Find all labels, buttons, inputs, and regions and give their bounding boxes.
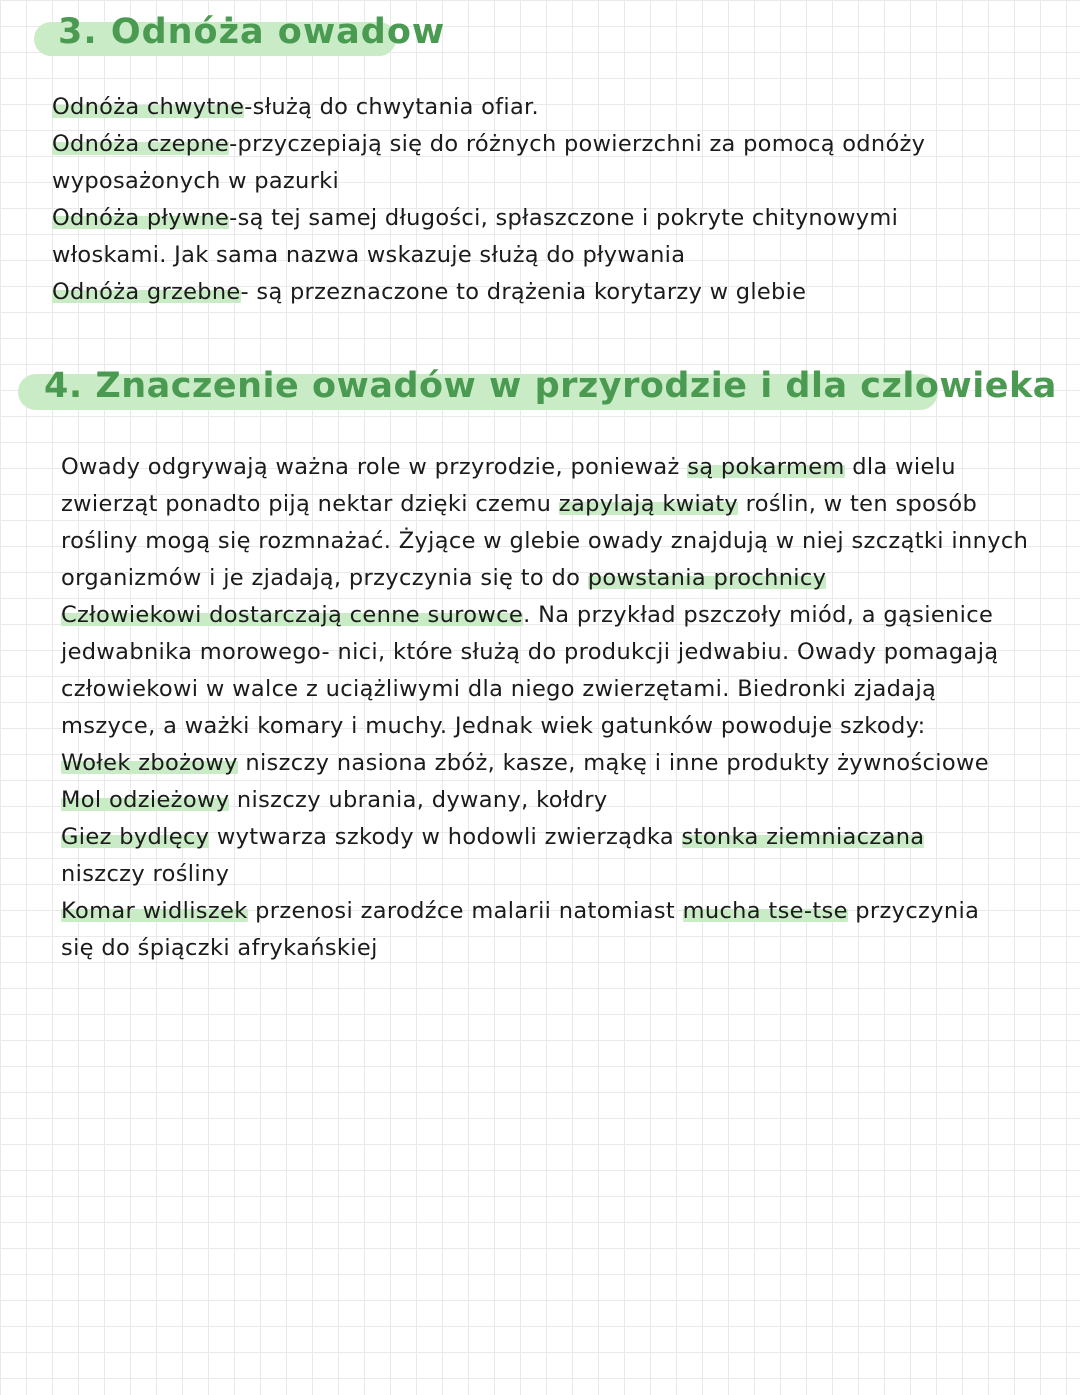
highlighted-term: Wołek zbożowy (61, 750, 238, 776)
line-text: wytwarza szkody w hodowli zwierządka (209, 824, 682, 850)
text-line (61, 449, 1028, 486)
text-line (61, 745, 1028, 782)
line-text: jedwabnika morowego- nici, które służą do produkcji jedwabiu. Owady pomagają (61, 639, 999, 665)
line-text: - są przeznaczone to drążenia korytarzy w glebie (240, 279, 807, 305)
text-line (61, 782, 1028, 819)
line-text: niszczy rośliny (61, 861, 230, 887)
highlighted-term: Odnóża pływne (52, 205, 230, 231)
line-text: się do śpiączki afrykańskiej (61, 935, 378, 961)
line-text: roślin, w ten sposób (738, 491, 978, 517)
text-line (61, 708, 1028, 745)
text-line (61, 856, 1028, 893)
text-line (52, 163, 925, 200)
line-text: niszczy nasiona zbóż, kasze, mąkę i inne produkty żywnościowe (237, 750, 989, 776)
line-text: przenosi zarodźce malarii natomiast (247, 898, 683, 924)
text-line (61, 930, 1028, 967)
text-line (61, 523, 1028, 560)
section-legs-body (52, 89, 925, 311)
line-text: niszczy ubrania, dywany, kołdry (229, 787, 608, 813)
line-text: -przyczepiają się do różnych powierzchni za pomocą odnóży (229, 131, 926, 157)
line-text: -są tej samej długości, spłaszczone i pokryte chitynowymi (229, 205, 899, 231)
text-line (61, 486, 1028, 523)
text-line (61, 597, 1028, 634)
line-text: Owady odgrywają ważna role w przyrodzie, ponieważ (61, 454, 688, 480)
text-line (61, 634, 1028, 671)
highlighted-term: Odnóża grzebne (52, 279, 241, 305)
text-line (61, 819, 1028, 856)
line-text: zwierząt ponadto piją nektar dzięki czemu (61, 491, 559, 517)
highlighted-term: Odnóża czepne (52, 131, 230, 157)
text-line (61, 893, 1028, 930)
highlighted-term: zapylają kwiaty (558, 491, 739, 517)
line-text: organizmów i je zjadają, przyczynia się to do (61, 565, 588, 591)
text-line (52, 237, 925, 274)
section-title-importance: 4. Znaczenie owadów w przyrodzie i dla czlowieka (44, 366, 1057, 406)
text-line (52, 89, 925, 126)
line-text: dla wielu (844, 454, 956, 480)
text-line (61, 560, 1028, 597)
highlighted-term: Odnóża chwytne (52, 94, 245, 120)
highlighted-term: stonka ziemniaczana (681, 824, 925, 850)
line-text: człowiekowi w walce z uciążliwymi dla niego zwierzętami. Biedronki zjadają (61, 676, 937, 702)
line-text: mszyce, a ważki komary i muchy. Jednak wiek gatunków powoduje szkody: (61, 713, 926, 739)
line-text: przyczynia (847, 898, 980, 924)
line-text: wyposażonych w pazurki (52, 168, 340, 194)
line-text: włoskami. Jak sama nazwa wskazuje służą do pływania (52, 242, 686, 268)
highlighted-term: Mol odzieżowy (61, 787, 230, 813)
highlighted-term: Komar widliszek (61, 898, 248, 924)
highlighted-term: mucha tse-tse (682, 898, 848, 924)
line-text: -służą do chwytania ofiar. (244, 94, 539, 120)
highlighted-term: Giez bydlęcy (61, 824, 210, 850)
text-line (52, 200, 925, 237)
highlighted-term: są pokarmem (687, 454, 845, 480)
highlighted-term: Człowiekowi dostarczają cenne surowce (61, 602, 524, 628)
text-line (52, 126, 925, 163)
line-text: . Na przykład pszczoły miód, a gąsienice (523, 602, 994, 628)
text-line (61, 671, 1028, 708)
highlighted-term: powstania prochnicy (587, 565, 827, 591)
text-line (52, 274, 925, 311)
section-title-legs: 3. Odnóża owadow (58, 12, 446, 52)
line-text: rośliny mogą się rozmnażać. Żyjące w glebie owady znajdują w niej szczątki innych (61, 528, 1029, 554)
section-importance-body (61, 449, 1028, 967)
